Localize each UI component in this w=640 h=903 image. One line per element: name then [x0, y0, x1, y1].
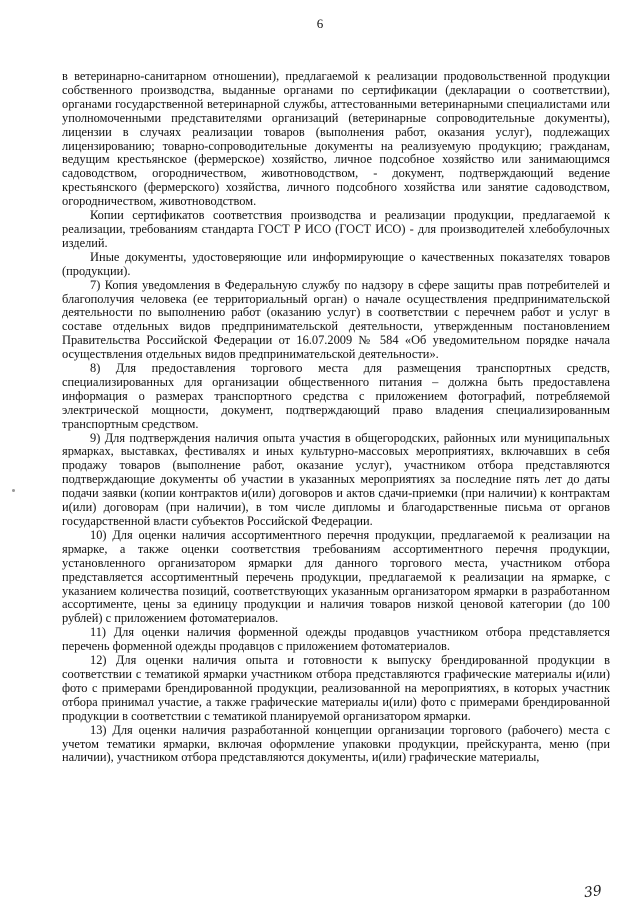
- handwritten-page-mark: 39: [582, 882, 603, 902]
- paragraph-certificates: Копии сертификатов соответствия производства и реализации продукции, предлагаемой к реализации, требованиям стандарта ГОСТ Р ИСО (ГОСТ ИСО) - для производителей хлебобулочных изделий.: [62, 208, 610, 250]
- paragraph-other-documents: Иные документы, удостоверяющие или информирующие о качественных показателях товаров (продукции).: [62, 249, 610, 278]
- page-number: 6: [316, 16, 324, 31]
- paragraph-item-7: 7) Копия уведомления в Федеральную службу по надзору в сфере защиты прав потребителей и благополучия человека (ее территориальный орган) о начале осуществления предпринимательской деятельности по выполнению работ (оказанию услуг) в соответствии с перечнем работ и услуг в составе отдельных видов предпринимательской деятельности, утвержденным постановлением Правительства Российской Федерации от 16.07.2009 № 584 «Об уведомительном порядке начала осуществления отдельных видов предпринимательской деятельности».: [62, 277, 610, 362]
- paragraph-item-10: 10) Для оценки наличия ассортиментного перечня продукции, предлагаемой к реализации на ярмарке, а также оценки соответствия требованиям ассортиментного перечня продукции, установленного организатором ярмарки для данного торгового места, участником отбора представляется ассортиментный перечень продукции, предлагаемой к реализации на ярмарке, с указанием количества позиций, соответствующих указанным организатором ярмарки в разработанном ассортименте, цены за единицу продукции и наличия товаров низкой ценовой категории (до 100 рублей) с приложением фотоматериалов.: [62, 527, 610, 626]
- paragraph-item-8: 8) Для предоставления торгового места для размещения транспортных средств, специализированных для организации общественного питания – должна быть предоставлена информация о размерах транспортного средства с приложением фотографий, потребляемой электрической мощности, документ, подтверждающий право владения специализированным транспортным средством.: [62, 361, 610, 431]
- document-body: [62, 70, 610, 765]
- margin-dot: [12, 489, 15, 492]
- paragraph-item-13: 13) Для оценки наличия разработанной концепции организации торгового (рабочего) места с учетом тематики ярмарки, включая оформление упаковки продукции, прейскуранта, меню (при наличии), участником отбора представляются документы, и(или) графические материалы,: [62, 722, 610, 765]
- paragraph-continuation: в ветеринарно-санитарном отношении), предлагаемой к реализации продовольственной продукции собственного производства, выданные органами по сертификации (декларации о соответствии), органами государственной ветеринарной службы, аттестованными ветеринарными специалистами или уполномоченными представителями организаций (ветеринарные сопроводительные документы), лицензии в случаях реализации товаров (выполнения работ, оказания услуг), подлежащих лицензированию; товарно-сопроводительные документы на реализуемую продукцию; гражданам, ведущим крестьянское (фермерское) хозяйство, личное подсобное хозяйство или занимающимся садоводством, огородничеством, животноводством, - документ, подтверждающий ведение крестьянского (фермерского) хозяйства, личного подсобного хозяйства или занятие садоводством, огородничеством, животноводством.: [62, 69, 610, 209]
- paragraph-item-12: 12) Для оценки наличия опыта и готовности к выпуску брендированной продукции в соответствии с тематикой ярмарки участником отбора представляются графические материалы и(или) фото с примерами брендированной продукции, реализованной на мероприятиях, в которых участник отбора принимал участие, а также графические материалы и(или) фото с примерами брендированной продукции в соответствии с тематикой планируемой организатором ярмарки.: [62, 653, 610, 723]
- paragraph-item-9: 9) Для подтверждения наличия опыта участия в общегородских, районных или муниципальных ярмарках, выставках, фестивалях и иных культурно-массовых мероприятиях, включавших в себя продажу товаров (выполнение работ, оказание услуг), участником отбора представляются подтверждающие документы об участии в указанных мероприятиях за последние пять лет до даты подачи заявки (копии контрактов и(или) договоров и актов сдачи-приемки (при наличии) к контрактам и(или) договорам (при наличии), в том числе дипломы и благодарственные письма от органов государственной власти субъектов Российской Федерации.: [62, 430, 610, 528]
- paragraph-item-11: 11) Для оценки наличия форменной одежды продавцов участником отбора представляется перечень форменной одежды продавцов с приложением фотоматериалов.: [62, 625, 610, 654]
